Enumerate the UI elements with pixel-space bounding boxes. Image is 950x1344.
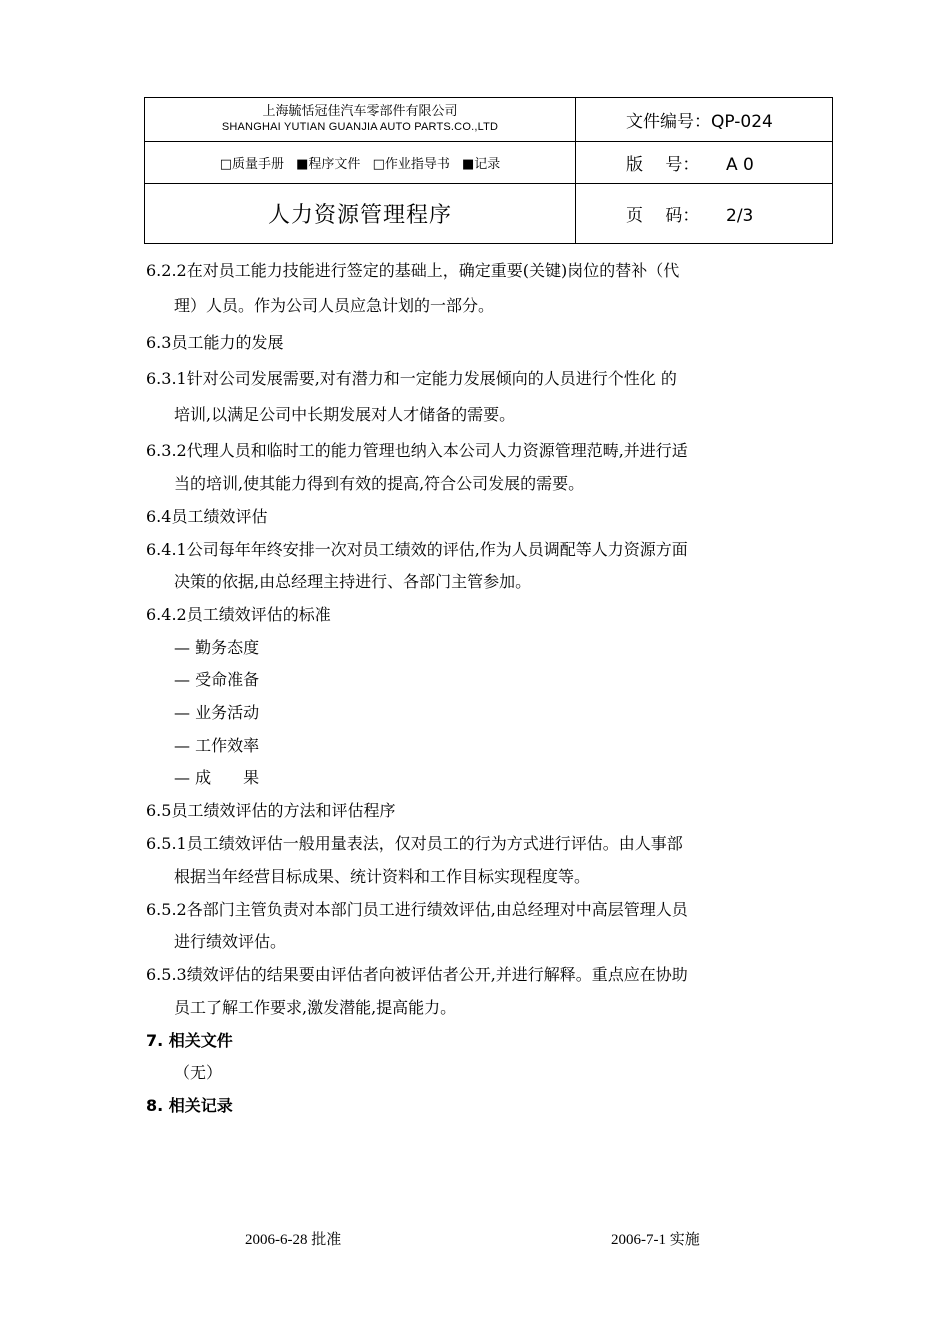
list-item: — 业务活动 [174, 703, 260, 722]
text-line: 理）人员。作为公司人员应急计划的一部分。 [174, 296, 495, 315]
text-line: 6.4.1公司每年年终安排一次对员工绩效的评估,作为人员调配等人力资源方面 [146, 540, 688, 559]
version: A 0 [726, 154, 754, 175]
section-heading-related-docs: 7. 相关文件 [146, 1031, 233, 1050]
text-line: 当的培训,使其能力得到有效的提高,符合公司发展的需要。 [174, 474, 585, 493]
text-line: 根据当年经营目标成果、统计资料和工作目标实现程度等。 [174, 867, 591, 886]
section-heading-related-records: 8. 相关记录 [146, 1096, 233, 1115]
text-line: 6.2.2在对员工能力技能进行签定的基础上，确定重要(关键)岗位的替补（代 [146, 261, 680, 280]
text-line: 6.3.2代理人员和临时工的能力管理也纳入本公司人力资源管理范畴,并进行适 [146, 441, 688, 460]
effective-date: 2006-7-1 实施 [611, 1232, 700, 1248]
text-line: 6.5.3绩效评估的结果要由评估者向被评估者公开,并进行解释。重点应在协助 [146, 965, 688, 984]
company-name-en: SHANGHAI YUTIAN GUANJIA AUTO PARTS.CO.,LTD [221, 121, 499, 134]
document-title: 人力资源管理程序 [145, 183, 576, 243]
text-line: 决策的依据,由总经理主持进行、各部门主管参加。 [174, 572, 532, 591]
text-line: （无） [174, 1063, 223, 1082]
text-line: 6.3.1针对公司发展需要,对有潜力和一定能力发展倾向的人员进行个性化 的 [146, 369, 677, 388]
text-line: 6.5.1员工绩效评估一般用量表法，仅对员工的行为方式进行评估。由人事部 [146, 834, 683, 853]
page-label: 页 码： [626, 205, 700, 226]
page-cell [576, 183, 833, 243]
doc-type-procedure: ■程序文件 [296, 156, 361, 172]
text-line: 培训,以满足公司中长期发展对人才储备的需要。 [174, 405, 516, 424]
doc-type-record: ■记录 [462, 156, 501, 172]
file-number-label: 文件编号： [626, 111, 711, 132]
text-line: 员工了解工作要求,激发潜能,提高能力。 [174, 998, 457, 1017]
version-cell [576, 141, 833, 183]
section-heading: 6.3员工能力的发展 [146, 333, 284, 352]
approval-date: 2006-6-28 批准 [245, 1232, 342, 1248]
text-line: 6.5.2各部门主管负责对本部门员工进行绩效评估,由总经理对中高层管理人员 [146, 900, 688, 919]
text-line: 进行绩效评估。 [174, 932, 287, 951]
file-number: QP-024 [711, 111, 773, 132]
list-item: — 勤务态度 [174, 638, 260, 657]
list-item: — 成 果 [174, 768, 260, 787]
list-item: — 工作效率 [174, 736, 260, 755]
section-heading: 6.5员工绩效评估的方法和评估程序 [146, 801, 396, 820]
list-item: — 受命准备 [174, 670, 260, 689]
file-number-cell [576, 98, 833, 141]
version-label: 版 号： [626, 154, 700, 175]
section-heading: 6.4员工绩效评估 [146, 507, 268, 526]
doc-type-cell [145, 141, 576, 183]
document-header [144, 97, 833, 244]
text-line: 6.4.2员工绩效评估的标准 [146, 605, 331, 624]
doc-type-work-instruction: □作业指导书 [372, 156, 450, 172]
page-number: 2/3 [726, 205, 754, 226]
doc-type-quality-manual: □质量手册 [219, 156, 284, 172]
company-cell [145, 98, 576, 141]
company-name-cn: 上海毓恬冠佳汽车零部件有限公司 [262, 104, 458, 120]
